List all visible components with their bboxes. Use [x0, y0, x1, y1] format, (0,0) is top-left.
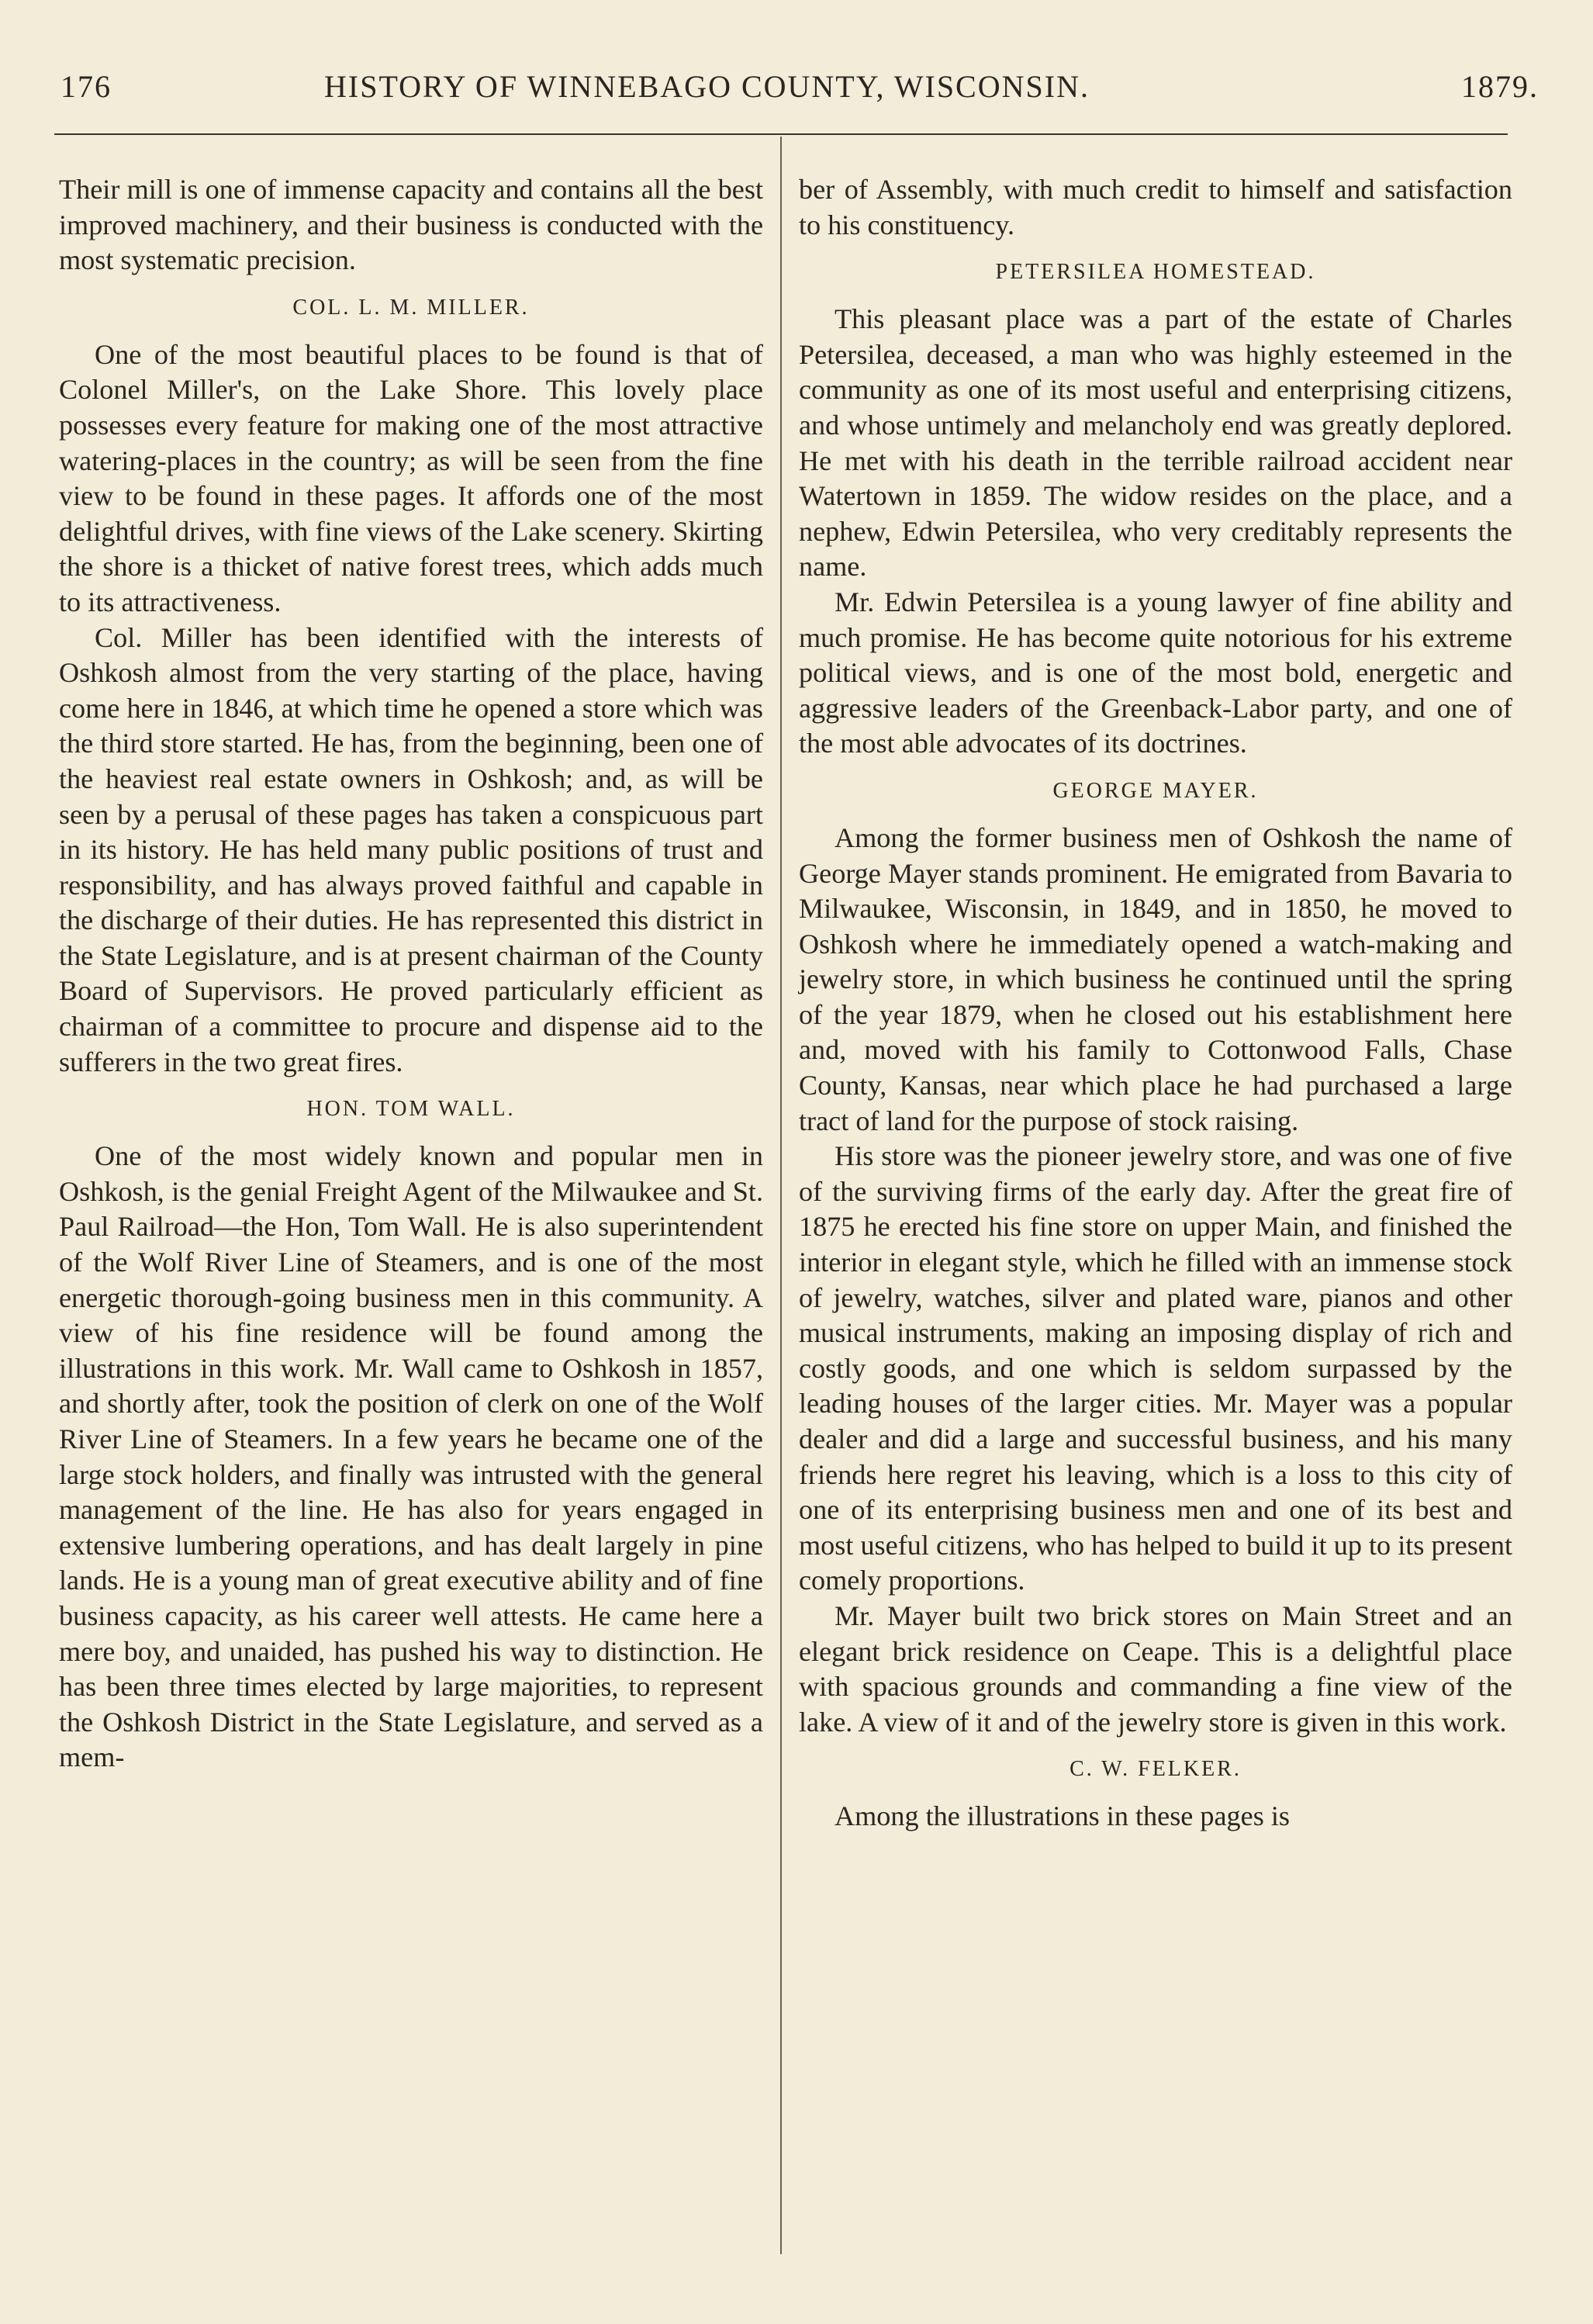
paragraph: This pleasant place was a part of the estate of Charles Petersilea, deceased, a man who was highly esteemed in the community as one of its most useful and enterprising citizens, and whose untimely and melancholy end was greatly deplored. He met with his death in the terrible railroad accident near Watertown in 1859. The widow resides on the place, and a nephew, Edwin Petersilea, who very creditably represents the name. [799, 303, 1512, 583]
section-heading-felker: C. W. FELKER. [1069, 1757, 1242, 1782]
running-header [60, 68, 1539, 112]
header-rule [54, 133, 1508, 135]
left-column [59, 172, 763, 1776]
paragraph: Among the former business men of Oshkosh the name of George Mayer stands prominent. He emigrated from Bavaria to Milwaukee, Wisconsin, in 1849, and in 1850, he moved to Oshkosh where he immediately opened a watch-making and jewelry store, in which business he continued until the spring of the year 1879, when he closed out his establishment here and, moved with his family to Cottonwood Falls, Chase County, Kansas, near which place he had purchased a large tract of land for the purpose of stock raising. [799, 821, 1512, 1136]
paragraph: His store was the pioneer jewelry store, and was one of five of the surviving firms of the early day. After the great fire of 1875 he erected his fine store on upper Main, and finished the interior in elegant style, which he filled with an immense stock of jewelry, watches, silver and plated ware, pianos and other musical instruments, making an imposing display of rich and costly goods, and one which is seldom surpassed by the leading houses of the larger cities. Mr. Mayer was a popular dealer and did a large and successful business, and his many friends here regret his leaving, which is a loss to this city of one of its enterprising business men and one of its best and most useful citizens, who has helped to build it up to its present comely proportions. [799, 1140, 1512, 1596]
section-heading-petersilea: PETERSILEA HOMESTEAD. [995, 260, 1316, 285]
paragraph: One of the most widely known and popular men in Oshkosh, is the genial Freight Agent of the Milwaukee and St. Paul Railroad—the Hon, Tom Wall. He is also superintendent of the Wolf River Line of Steamers, and is one of the most energetic thorough-going business men in this community. A view of his fine residence will be found among the illustrations in this work. Mr. Wall came to Oshkosh in 1857, and shortly after, took the position of clerk on one of the Wolf River Line of Steamers. In a few years he became one of the large stock holders, and finally was intrusted with the general management of the line. He has also for years engaged in extensive lumbering operations, and has dealt largely in pine lands. He is a young man of great executive ability and of fine business capacity, as his career well attests. He came here a mere boy, and unaided, has pushed his way to distinction. He has been three times elected by large majorities, to represent the Oshkosh District in the State Legislature, and served as a mem- [59, 1140, 763, 1773]
column-divider [780, 137, 782, 2254]
paragraph: Among the illustrations in these pages is [835, 1800, 1290, 1832]
right-column [799, 172, 1512, 1835]
section-heading-miller: COL. L. M. MILLER. [292, 295, 530, 320]
section-heading-wall: HON. TOM WALL. [306, 1097, 516, 1122]
header-year: 1879. [1461, 69, 1539, 104]
paragraph: One of the most beautiful places to be found is that of Colonel Miller's, on the Lake Shore. This lovely place possesses every feature for making one of the most attractive watering-places in the country; as will be seen from the fine view to be found in these pages. It affords one of the most delightful drives, with fine views of the Lake scenery. Skirting the shore is a thicket of native forest trees, which adds much to its attractiveness. [59, 338, 763, 617]
paragraph: Their mill is one of immense capacity and contains all the best improved machinery, and their business is conducted with the most systematic precision. [59, 174, 763, 276]
page-number: 176 [60, 69, 112, 104]
paragraph: Mr. Edwin Petersilea is a young lawyer of fine ability and much promise. He has become quite notorious for his extreme political views, and is one of the most bold, energetic and aggressive leaders of the Greenback-Labor party, and one of the most able advocates of its doctrines. [799, 586, 1512, 759]
section-heading-mayer: GEORGE MAYER. [1052, 778, 1259, 803]
paragraph: Mr. Mayer built two brick stores on Main Street and an elegant brick residence on Ceape. This is a delightful place with spacious grounds and commanding a fine view of the lake. A view of it and of the jewelry store is given in this work. [799, 1599, 1512, 1738]
paragraph: ber of Assembly, with much credit to himself and satisfaction to his constituency. [799, 174, 1512, 240]
running-title: HISTORY OF WINNEBAGO COUNTY, WISCONSIN. [324, 69, 1090, 104]
paragraph: Col. Miller has been identified with the interests of Oshkosh almost from the very starting of the place, having come here in 1846, at which time he opened a store which was the third store started. He has, from the beginning, been one of the heaviest real estate owners in Oshkosh; and, as will be seen by a perusal of these pages has taken a conspicuous part in its history. He has held many public positions of trust and responsibility, and has always proved faithful and capable in the discharge of their duties. He has represented this district in the State Legislature, and is at present chairman of the County Board of Supervisors. He proved particularly efficient as chairman of a committee to procure and dispense aid to the sufferers in the two great fires. [59, 621, 763, 1077]
